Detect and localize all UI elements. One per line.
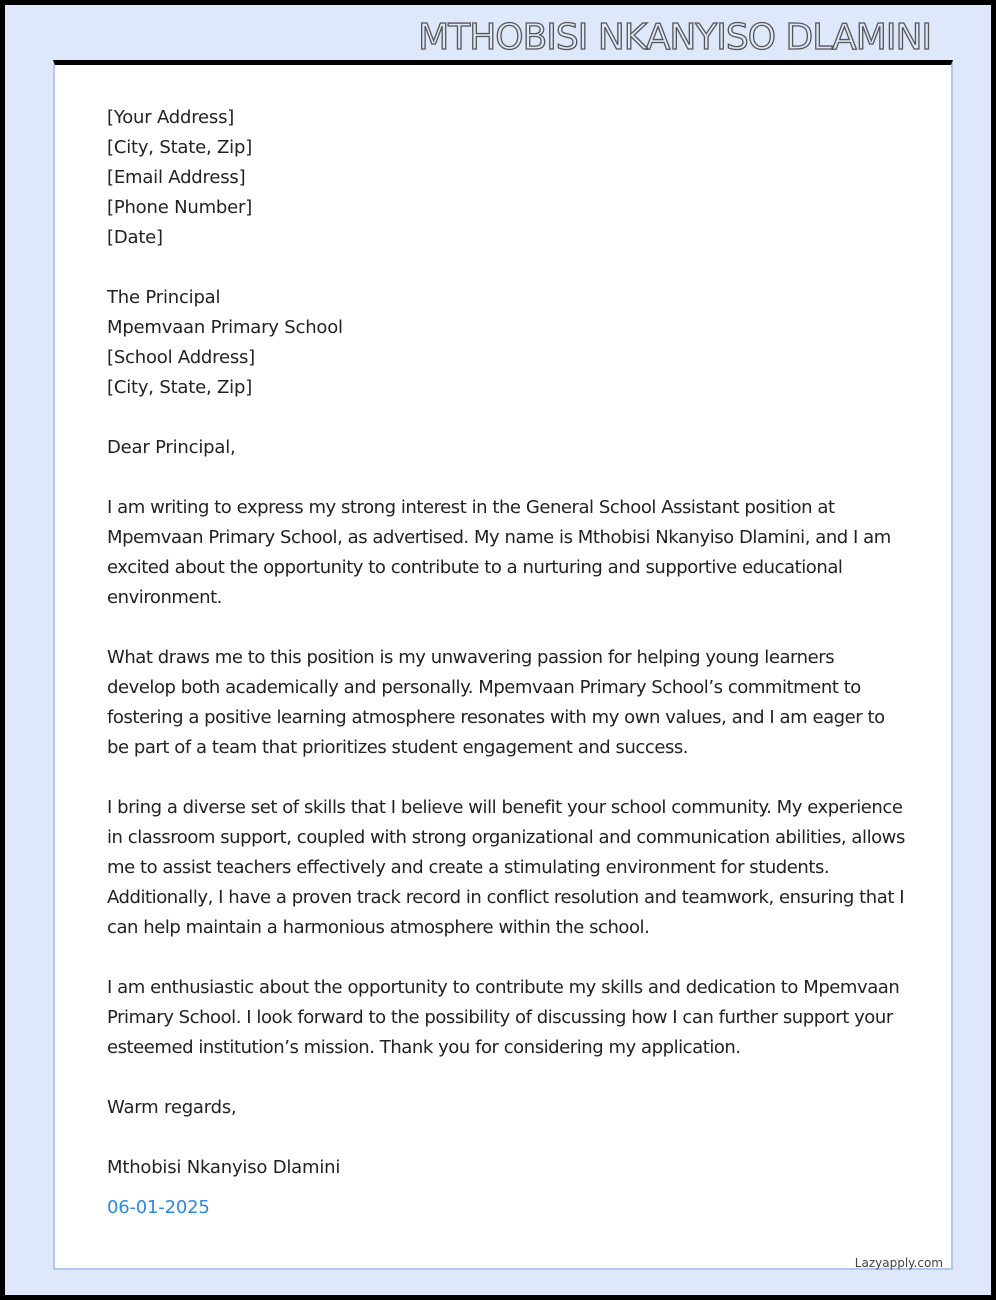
watermark: Lazyapply.com — [854, 1256, 943, 1270]
applicant-name-header: MTHOBISI NKANYISO DLAMINI — [418, 17, 931, 58]
sender-address: [Your Address] — [107, 107, 235, 128]
sender-date: [Date] — [107, 227, 163, 248]
sender-phone: [Phone Number] — [107, 197, 253, 218]
letter-content — [107, 103, 907, 1223]
body-paragraph-3: I bring a diverse set of skills that I believe will benefit your school community. My experience in classroom support, coupled with strong organizational and communication abilities, allows me to assist teachers effectively and create a stimulating environment for students. Additionally, I have a proven track record in conflict resolution and teamwork, ensuring that I can help maintain a harmonious atmosphere within the school. — [107, 797, 905, 938]
recipient-address-block — [107, 283, 907, 403]
body-paragraph-2: What draws me to this position is my unwavering passion for helping young learners develop both academically and personally. Mpemvaan Primary School’s commitment to fostering a positive learning atmosphere resonates with my own values, and I am eager to be part of a team that prioritizes student engagement and success. — [107, 647, 885, 758]
letter-date: 06-01-2025 — [107, 1197, 210, 1218]
page-frame — [5, 5, 991, 1295]
closing: Warm regards, — [107, 1097, 237, 1118]
recipient-city-state-zip: [City, State, Zip] — [107, 377, 253, 398]
sender-city-state-zip: [City, State, Zip] — [107, 137, 253, 158]
salutation: Dear Principal, — [107, 437, 236, 458]
body-paragraph-1: I am writing to express my strong interest in the General School Assistant position at Mpemvaan Primary School, as advertised. My name is Mthobisi Nkanyiso Dlamini, and I am excited about the opportunity to contribute to a nurturing and supportive educational environment. — [107, 497, 891, 608]
letter-card — [53, 60, 953, 1270]
recipient-school-address: [School Address] — [107, 347, 256, 368]
recipient-title: The Principal — [107, 287, 221, 308]
recipient-school: Mpemvaan Primary School — [107, 317, 343, 338]
signature: Mthobisi Nkanyiso Dlamini — [107, 1157, 341, 1178]
sender-email: [Email Address] — [107, 167, 246, 188]
body-paragraph-4: I am enthusiastic about the opportunity to contribute my skills and dedication to Mpemvaan Primary School. I look forward to the possibility of discussing how I can further support your esteemed institution’s mission. Thank you for considering my application. — [107, 977, 900, 1058]
sender-address-block — [107, 103, 907, 253]
